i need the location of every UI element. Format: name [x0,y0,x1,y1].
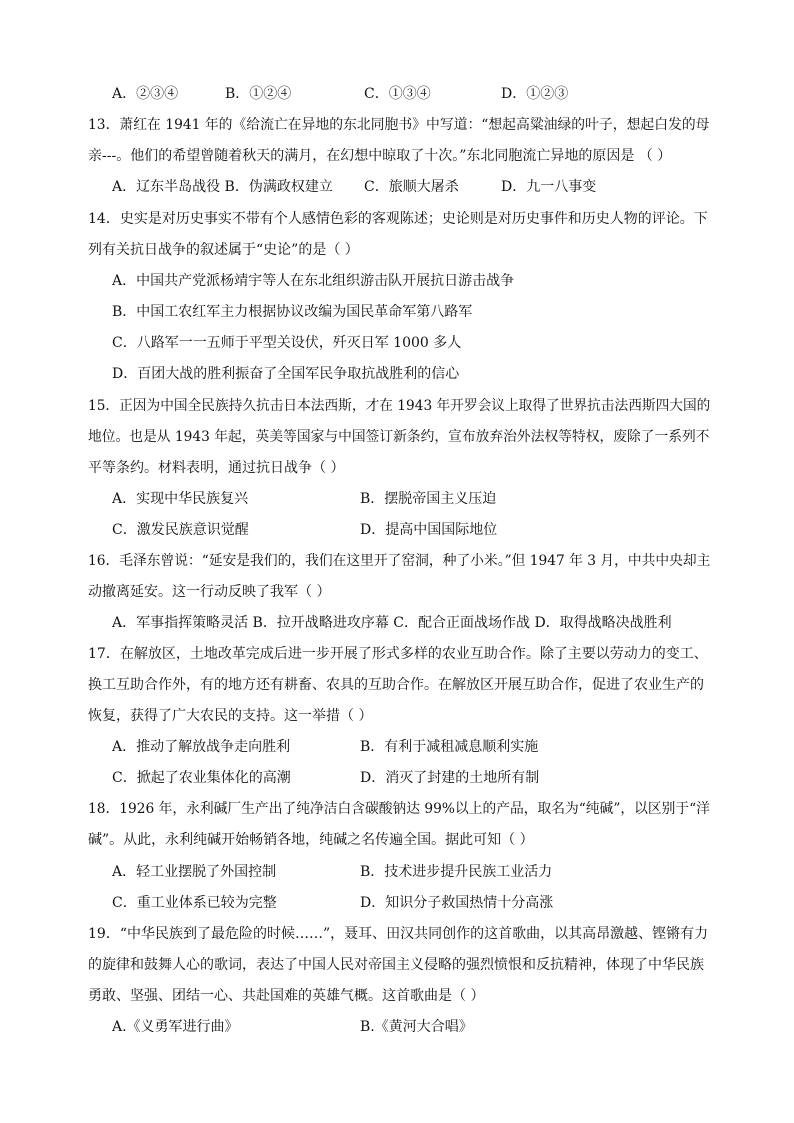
q12-option-c: C．①③④ [364,86,431,102]
q17-option-c: C．掀起了农业集体化的高潮 [112,770,291,786]
q12-option-b: B．①②④ [225,86,292,102]
q13-option-d: D．九一八事变 [501,179,597,195]
q14-option-b: B．中国工农红军主力根据协议改编为国民革命军第八路军 [112,304,473,320]
q19-option-a: A.《义勇军进行曲》 [112,1019,239,1035]
q13-stem-line-2: 亲---。他们的希望曾随着秋天的满月，在幻想中晾取了十次。”东北同胞流亡异地的原因是 （ ） [88,148,672,164]
q18-option-d: D．知识分子救国热情十分高涨 [360,895,554,911]
q13-option-ab: A．辽东半岛战役 B．伪满政权建立 [112,179,333,195]
q17-stem-line-3: 恢复，获得了广大农民的支持。这一举措（ ） [88,708,373,724]
q15-option-a: A．实现中华民族复兴 [112,491,249,507]
q18-stem-line-1: 18．1926 年，永利碱厂生产出了纯净洁白含碳酸钠达 99%以上的产品，取名为“纯碱”，以区别于“洋 [88,801,710,817]
q17-option-a: A．推动了解放战争走向胜利 [112,739,291,755]
q15-option-c: C．激发民族意识觉醒 [112,522,249,538]
q18-option-c: C．重工业体系已较为完整 [112,895,277,911]
q14-option-d: D．百团大战的胜利振奋了全国军民争取抗战胜利的信心 [112,366,460,382]
q19-stem-line-3: 勇敢、坚强、团结一心、共赴国难的英雄气概。这首歌曲是（ ） [88,988,485,1004]
q19-stem-line-1: 19．“中华民族到了最危险的时候……”，聂耳、田汉共同创作的这首歌曲，以其高昂激越、铿锵有力 [88,926,709,942]
q14-stem-line-1: 14．史实是对历史事实不带有个人感情色彩的客观陈述；史论则是对历史事件和历史人物的评论。下 [88,211,708,227]
q18-stem-line-2: 碱”。从此，永利纯碱开始畅销各地，纯碱之名传遍全国。据此可知（ ） [88,832,534,848]
q15-option-b: B．摆脱帝国主义压迫 [360,491,497,507]
q17-stem-line-1: 17．在解放区，土地改革完成后进一步开展了形式多样的农业互助合作。除了主要以劳动力的变工、 [88,646,708,662]
q15-stem-line-3: 平等条约。材料表明，通过抗日战争（ ） [88,460,345,476]
q14-option-a: A．中国共产党派杨靖宇等人在东北组织游击队开展抗日游击战争 [112,273,515,289]
q15-option-d: D．提高中国国际地位 [360,522,498,538]
q17-option-d: D．消灭了封建的土地所有制 [360,770,540,786]
q17-option-b: B．有利于减租减息顺利实施 [360,739,539,755]
q12-option-d: D．①②③ [501,86,569,102]
q19-stem-line-2: 的旋律和鼓舞人心的歌词，表达了中国人民对帝国主义侵略的强烈愤恨和反抗精神，体现了中华民族 [88,957,704,973]
q12-option-a: A．②③④ [112,86,179,102]
q14-stem-line-2: 列有关抗日战争的叙述属于“史论”的是（ ） [88,242,359,258]
q19-option-b: B.《黄河大合唱》 [360,1019,473,1035]
q16-stem-line-2: 动撤离延安。这一行动反映了我军（ ） [88,584,331,600]
q15-stem-line-1: 15．正因为中国全民族持久抗击日本法西斯，才在 1943 年开罗会议上取得了世界抗击法西斯四大国的 [88,398,711,414]
q17-stem-line-2: 换工互助合作外，有的地方还有耕畜、农具的互助合作。在解放区开展互助合作，促进了农业生产的 [88,677,704,693]
q18-option-a: A．轻工业摆脱了外国控制 [112,864,277,880]
q13-option-c: C．旅顺大屠杀 [364,179,459,195]
q14-option-c: C．八路军一一五师于平型关设伏，歼灭日军 1000 多人 [112,335,462,351]
q16-options: A．军事指挥策略灵活 B．拉开战略进攻序幕 C．配合正面战场作战 D．取得战略决战胜利 [112,615,672,631]
q13-stem-line-1: 13．萧红在 1941 年的《给流亡在异地的东北同胞书》中写道：“想起高粱油绿的叶子，想起白发的母 [88,117,710,133]
q15-stem-line-2: 地位。也是从 1943 年起，英美等国家与中国签订新条约，宣布放弃治外法权等特权，废除了一系列不 [88,429,710,445]
q16-stem-line-1: 16．毛泽东曾说：“延安是我们的，我们在这里开了窑洞，种了小米。”但 1947 年 3 月，中共中央却主 [88,553,711,569]
q18-option-b: B．技术进步提升民族工业活力 [360,864,553,880]
